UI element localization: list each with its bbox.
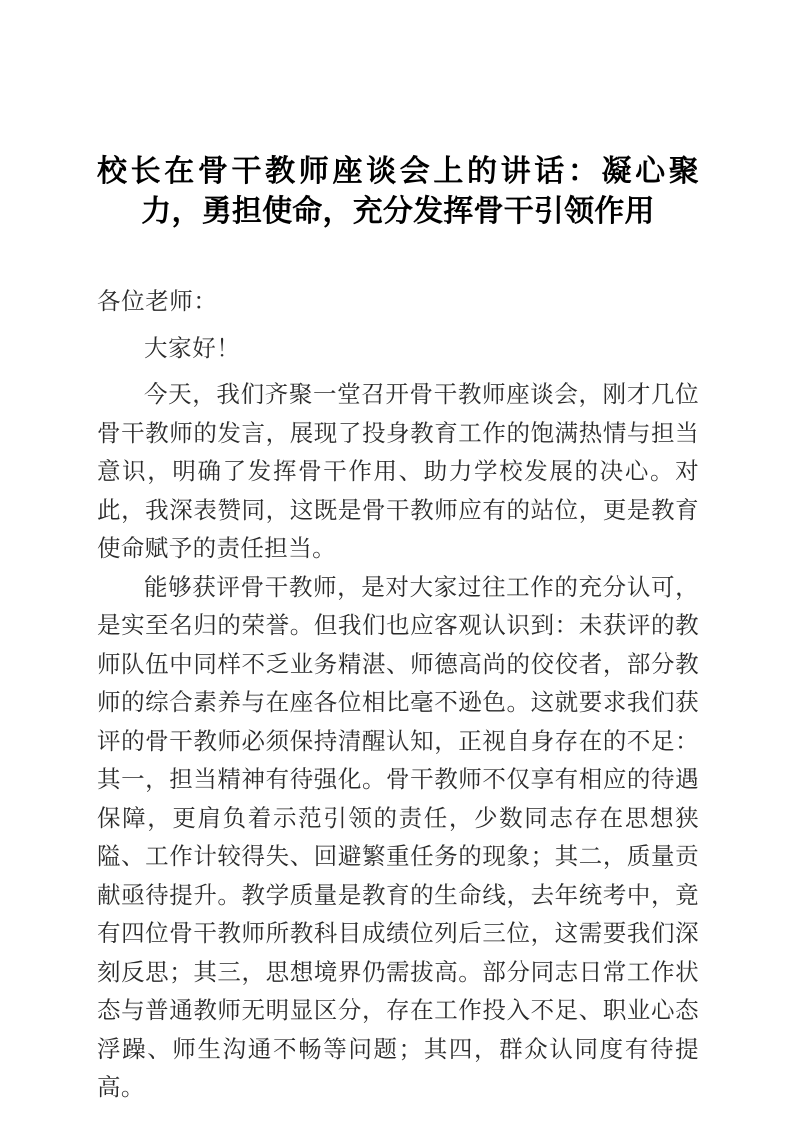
document-body <box>97 0 699 1107</box>
greeting-line: 大家好！ <box>144 333 241 362</box>
salutation: 各位老师： <box>97 287 218 315</box>
body-paragraph-1: 今天，我们齐聚一堂召开骨干教师座谈会，刚才几位骨干教师的发言，展现了投身教育工作的饱满热情与担当意识，明确了发挥骨干作用、助力学校发展的决心。对此，我深表赞同，这既是骨干教师应有的站位，更是教育使命赋予的责任担当。 <box>97 380 699 562</box>
document-title: 校长在骨干教师座谈会上的讲话：凝心聚力，勇担使命，充分发挥骨干引领作用 <box>97 154 699 229</box>
body-paragraph-2: 能够获评骨干教师，是对大家过往工作的充分认可，是实至名归的荣誉。但我们也应客观认识到：未获评的教师队伍中同样不乏业务精湛、师德高尚的佼佼者，部分教师的综合素养与在座各位相比毫不逊色。这就要求我们获评的骨干教师必须保持清醒认知，正视自身存在的不足：其一，担当精神有待强化。骨干教师不仅享有相应的待遇保障，更肩负着示范引领的责任，少数同志存在思想狭隘、工作计较得失、回避繁重任务的现象；其二，质量贡献亟待提升。教学质量是教育的生命线，去年统考中，竟有四位骨干教师所教科目成绩位列后三位，这需要我们深刻反思；其三，思想境界仍需拔高。部分同志日常工作状态与普通教师无明显区分，存在工作投入不足、职业心态浮躁、师生沟通不畅等问题；其四，群众认同度有待提高。 <box>97 572 699 1101</box>
